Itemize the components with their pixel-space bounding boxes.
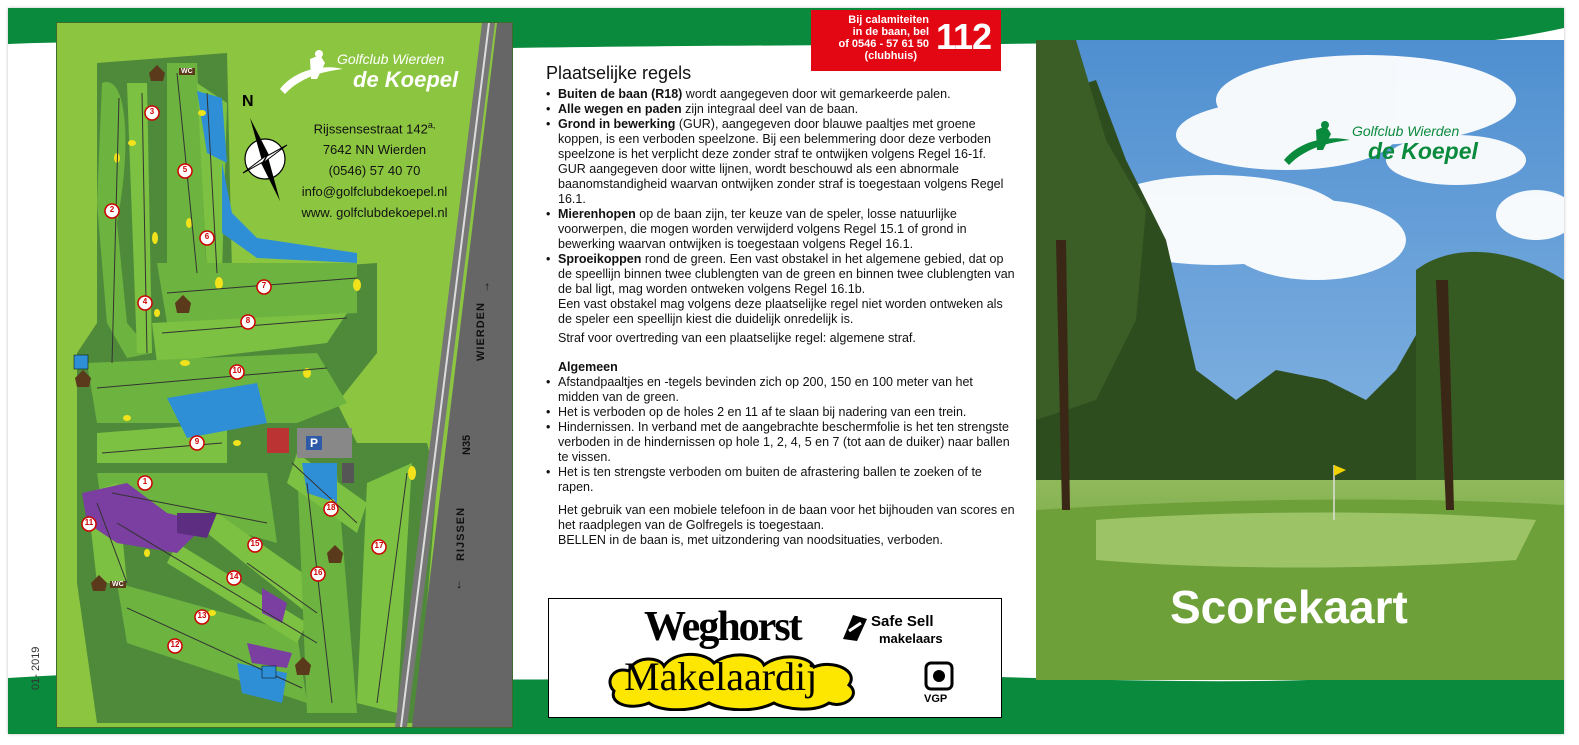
club-logo-cover (1280, 118, 1500, 178)
emergency-line: in de baan, bel (852, 26, 929, 38)
emergency-box (811, 10, 1001, 71)
address-street: Rijssensestraat 142 (313, 121, 428, 137)
golfer-logo-icon (1280, 120, 1352, 170)
print-date: 01- 2019 (30, 646, 42, 690)
safe-sell-logo-icon (839, 611, 871, 643)
rules-title: Plaatselijke regels (546, 63, 692, 83)
parking-label: P (310, 436, 319, 450)
hole-number: 13 (197, 611, 207, 620)
rule-text: (GUR), aangegeven door blauwe paaltjes met groene koppen, is een verboden speelzone. Bij een belemmering door deze verboden speelzone is het verplicht deze zonder straf te ontwijken volgens Regel 16-1f. (558, 117, 991, 161)
arrow-up-icon: → (478, 281, 492, 293)
hole-number: 7 (261, 281, 267, 290)
rule-text: wordt aangegeven door wit gemarkeerde palen. (682, 87, 951, 101)
cover-title: Scorekaart (1170, 581, 1408, 633)
scorecard (8, 8, 1564, 734)
rule-obstacle-note: Een vast obstakel mag volgens deze plaatselijke regel niet worden ontweken als de speler een speellijn kiest die duidelijk onredelijk is. (558, 297, 1003, 326)
club-name-line1: Golfclub Wierden (1352, 123, 1460, 139)
club-name-line2: de Koepel (353, 67, 459, 92)
rule-bold: Grond in bewerking (558, 117, 676, 131)
rule-bold: Alle wegen en paden (558, 102, 682, 116)
hole-number: 8 (245, 316, 251, 325)
rule-item (546, 102, 1016, 117)
rule-bold: Mierenhopen (558, 207, 636, 221)
hole-number: 2 (109, 205, 115, 214)
phone-note: Het gebruik van een mobiele telefoon in de baan voor het bijhouden van scores en het raadplegen van de Golfregels is toegestaan. (558, 503, 1015, 532)
rule-bold: Buiten de baan (R18) (558, 87, 683, 101)
vgp-logo-icon (924, 661, 954, 691)
rule-item (546, 207, 1016, 252)
hole-number: 18 (326, 503, 336, 512)
wc-label: WC (181, 68, 193, 75)
address-phone: (0546) 57 40 70 (328, 163, 421, 179)
road-label-wierden: WIERDEN (475, 302, 487, 361)
rule-item (546, 87, 1016, 102)
road-label-rijssen: RIJSSEN (455, 506, 467, 561)
address-street-sup: a, (427, 120, 436, 130)
emergency-text (817, 14, 929, 62)
ad-brand: Weghorst (644, 604, 801, 650)
hole-number: 16 (313, 568, 323, 577)
emergency-number: 112 (936, 16, 992, 57)
emergency-line: Bij calamiteiten (848, 14, 929, 26)
club-name-line2: de Koepel (1368, 138, 1478, 164)
golfer-logo-icon (275, 49, 345, 99)
hole-number: 12 (170, 640, 180, 649)
emergency-line: of 0546 - 57 61 50 (838, 38, 929, 50)
club-logo-map (275, 45, 475, 105)
rule-item (546, 252, 1016, 297)
hole-number: 11 (84, 518, 94, 527)
course-map (56, 22, 513, 728)
general-item: • Afstandpaaltjes en -tegels bevinden zich op 200, 150 en 100 meter van het midden van de green. (546, 375, 1016, 405)
hole-number: 15 (250, 539, 260, 548)
spacer (546, 495, 1016, 503)
wc-label-2: WC (112, 581, 124, 588)
emergency-line: (clubhuis) (864, 50, 917, 62)
rule-text: rond de green. Een vast obstakel in het algemene gebied, dat op de speellijn binnen twee clublengten van de green en binnen twee clublengten van de bal ligt, mag worden ontweken volgens Regel 16.1b. (558, 252, 1015, 296)
rule-gur-note: GUR aangegeven door witte lijnen, wordt beschouwd als een abnormale baanomstandigheid waarvan ontwijken zonder straf is toegestaan volgens Regel 16.1. (558, 162, 1004, 206)
hole-number: 14 (229, 572, 239, 581)
spacer (546, 346, 1016, 360)
rule-item (546, 117, 1016, 162)
road-label-n35: N35 (461, 434, 473, 455)
rule-text: zijn integraal deel van de baan. (681, 102, 859, 116)
rules-list (546, 87, 1016, 162)
ad-partner-2: makelaars (879, 631, 943, 646)
local-rules (546, 63, 1016, 548)
north-label: N (242, 93, 254, 110)
address-city: 7642 NN Wierden (322, 142, 427, 158)
ad-partner-1: Safe Sell (871, 613, 934, 630)
hole-number: 6 (204, 232, 210, 241)
hole-number: 5 (182, 165, 188, 174)
hole-number: 10 (232, 366, 242, 375)
address-website[interactable]: www. golfclubdekoepel.nl (301, 205, 448, 221)
ad-subtitle: Makelaardij (624, 654, 818, 699)
rule-penalty: Straf voor overtreding van een plaatselijke regel: algemene straf. (558, 331, 916, 345)
rule-text: op de baan zijn, ter keuze van de speler, losse natuurlijke voorwerpen, die mogen worden verwijderd volgens Regel 15.1 of grond in bewerking waarvan ontwijken is toegestaan volgens Regel 16.1. (558, 207, 967, 251)
hole-number: 4 (142, 297, 148, 306)
general-item: • Het is verboden op de holes 2 en 11 af te slaan bij nadering van een trein. (546, 405, 1016, 420)
general-item: • Het is ten strengste verboden om buiten de afrastering ballen te zoeken of te rapen. (546, 465, 1016, 495)
rule-bold: Sproeikoppen (558, 252, 642, 266)
club-name-line1: Golfclub Wierden (337, 51, 445, 67)
hole-number: 1 (142, 477, 148, 486)
general-list (546, 375, 1016, 495)
hole-number: 17 (374, 541, 384, 550)
hole-number: 3 (149, 107, 155, 116)
ad-vgp: VGP (924, 693, 948, 705)
general-item: • Hindernissen. In verband met de aangebrachte beschermfolie is het ten strengste verboden in de hindernissen op hole 1, 2, 4, 5 en 7 (tot aan de duiker) naar ballen te vissen. (546, 420, 1016, 465)
rules-list-2 (546, 207, 1016, 297)
arrow-down-icon: ← (450, 579, 464, 591)
hole-number: 9 (194, 437, 200, 446)
sponsor-ad (548, 598, 1002, 718)
address-email[interactable]: info@golfclubdekoepel.nl (301, 184, 448, 200)
general-title: Algemeen (558, 360, 618, 374)
club-address (277, 115, 472, 223)
phone-note-2: BELLEN in de baan is, met uitzondering van noodsituaties, verboden. (558, 533, 943, 547)
